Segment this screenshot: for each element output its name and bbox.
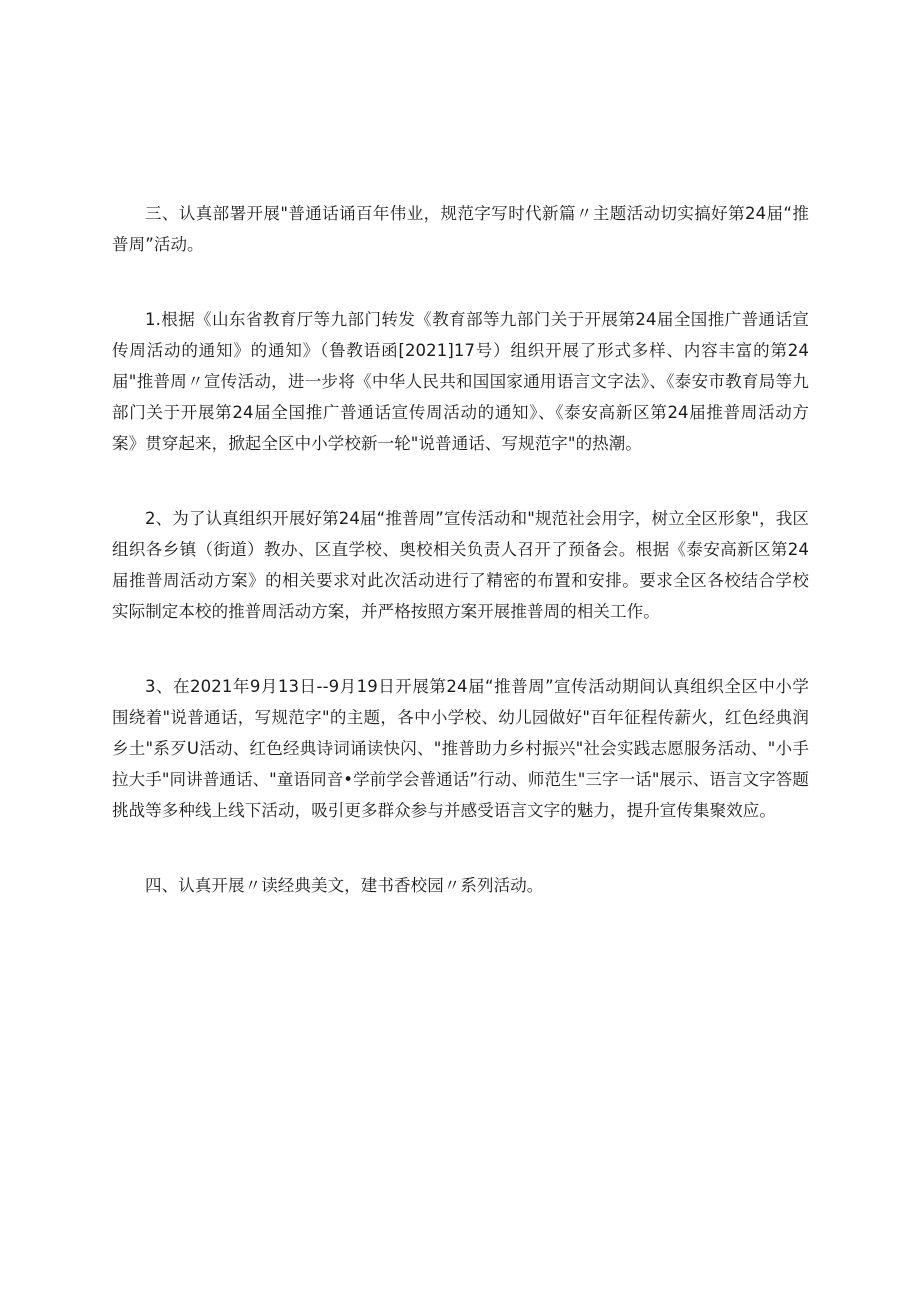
paragraph-item-3: 3、在2021年9月13日--9月19日开展第24届“推普周”宣传活动期间认真组织全区中小学围绕着"说普通话，写规范字"的主题，各中小学校、幼儿园做好"百年征程传薪火，红色经典润乡土"系歹U活动、红色经典诗词诵读快闪、"推普助力乡村振兴"社会实践志愿服务活动、"小手拉大手"同讲普通话、"童语同音•学前学会普通话”行动、师范生"三字一话"展示、语言文字答题挑战等多种线上线下活动，吸引更多群众参与并感受语言文字的魅力，提升宣传集聚效应。: [112, 677, 809, 820]
section-heading-3: 三、认真部署开展"普通话诵百年伟业，规范字写时代新篇〃主题活动切实搞好第24届“推普周”活动。: [112, 204, 809, 254]
paragraph-item-1: 1.根据《山东省教育厅等九部门转发《教育部等九部门关于开展第24届全国推广普通话宣传周活动的通知》的通知》（鲁教语函[2021]17号）组织开展了形式多样、内容丰富的第24届"推普周〃宣传活动，进一步将《中华人民共和国国家通用语言文字法》、《泰安市教育局等九部门关于开展第24届全国推广普通话宣传周活动的通知》、《泰安高新区第24届推普周活动方案》贯穿起来，掀起全区中小学校新一轮"说普通话、写规范字"的热潮。: [112, 310, 809, 453]
paragraph-item-2: 2、为了认真组织开展好第24届“推普周”宣传活动和"规范社会用字，树立全区形象"，我区组织各乡镇（街道）教办、区直学校、奥校相关负责人召开了预备会。根据《泰安高新区第24届推普周活动方案》的相关要求对此次活动进行了精密的布置和安排。要求全区各校结合学校实际制定本校的推普周活动方案，并严格按照方案开展推普周的相关工作。: [112, 509, 809, 621]
section-heading-4: 四、认真开展〃读经典美文，建书香校园〃系列活动。: [145, 876, 544, 895]
document-body: [112, 198, 809, 901]
